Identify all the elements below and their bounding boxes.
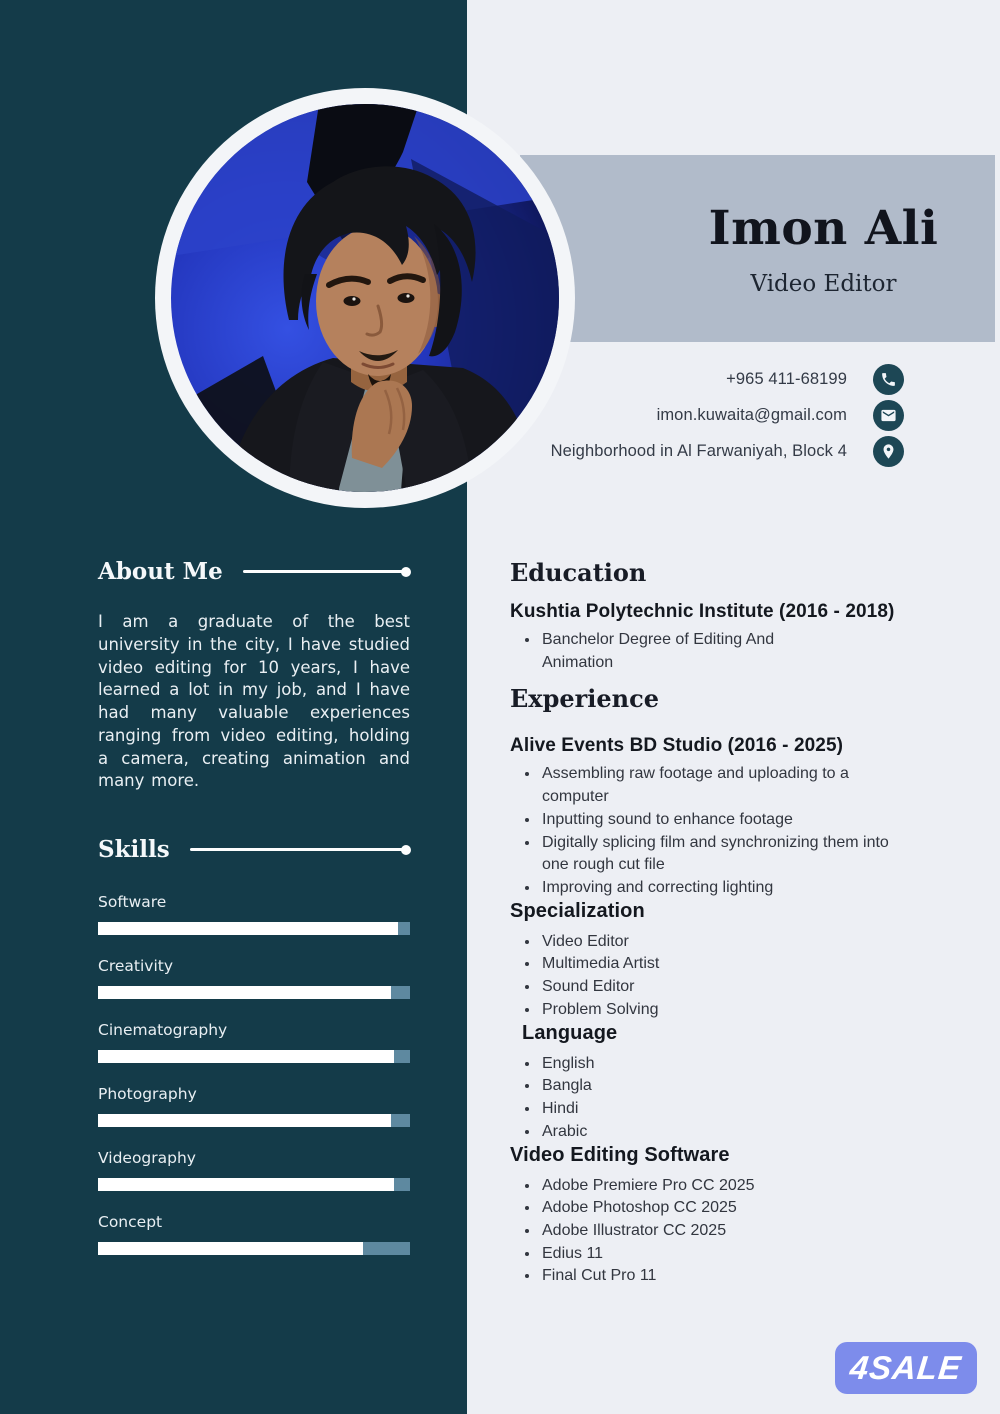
person-name: Imon Ali bbox=[708, 201, 939, 257]
contact-email-row bbox=[480, 397, 904, 433]
skill-item bbox=[98, 957, 410, 999]
skill-label: Software bbox=[98, 893, 167, 911]
software-item: • Adobe Photoshop CC 2025 bbox=[540, 1197, 965, 1220]
experience-bullet: • Improving and correcting lighting bbox=[540, 877, 908, 900]
skill-label: Concept bbox=[98, 1213, 163, 1231]
software-heading: Video Editing Software bbox=[510, 1143, 730, 1166]
language-list bbox=[510, 1053, 965, 1144]
experience-heading: Experience bbox=[510, 684, 660, 714]
language-item: • Hindi bbox=[540, 1098, 965, 1121]
software-item: • Edius 11 bbox=[540, 1243, 965, 1266]
phone-number: +965 411-68199 bbox=[726, 369, 847, 388]
skill-bar-fill bbox=[98, 1050, 394, 1063]
phone-icon bbox=[873, 364, 904, 395]
skill-bar-fill bbox=[98, 1178, 394, 1191]
education-bullet: • Banchelor Degree of Editing And Animation bbox=[540, 629, 790, 674]
skill-list bbox=[98, 893, 410, 1255]
software-list bbox=[510, 1175, 965, 1289]
name-banner bbox=[520, 155, 995, 342]
language-heading: Language bbox=[522, 1021, 618, 1044]
experience-company: Alive Events BD Studio (2016 - 2025) bbox=[510, 735, 844, 757]
about-me-heading: About Me bbox=[98, 558, 223, 585]
contact-phone-row bbox=[480, 361, 904, 397]
education-heading: Education bbox=[510, 558, 647, 587]
specialization-item: • Video Editor bbox=[540, 931, 965, 954]
skill-label: Creativity bbox=[98, 957, 174, 975]
heading-divider-line bbox=[190, 848, 410, 852]
experience-bullet: • Inputting sound to enhance footage bbox=[540, 809, 908, 832]
education-bullet-list bbox=[510, 629, 790, 674]
main-content bbox=[510, 558, 965, 1288]
skill-bar-track bbox=[98, 1242, 410, 1255]
skill-bar-track bbox=[98, 1114, 410, 1127]
skill-label: Videography bbox=[98, 1149, 196, 1167]
skills-heading-row bbox=[98, 836, 410, 863]
software-item: • Adobe Illustrator CC 2025 bbox=[540, 1220, 965, 1243]
heading-divider-line bbox=[243, 570, 410, 574]
skill-bar-track bbox=[98, 1178, 410, 1191]
education-school: Kushtia Polytechnic Institute (2016 - 2018) bbox=[510, 601, 895, 622]
4sale-logo-text: 4SALE bbox=[848, 1349, 964, 1386]
skill-bar-fill bbox=[98, 922, 398, 935]
skill-bar-fill bbox=[98, 1242, 363, 1255]
skills-heading: Skills bbox=[98, 836, 170, 863]
skill-bar-track bbox=[98, 986, 410, 999]
name-banner-inner bbox=[652, 155, 995, 342]
specialization-item: • Problem Solving bbox=[540, 999, 965, 1022]
specialization-list bbox=[510, 931, 965, 1022]
4sale-logo bbox=[835, 1342, 977, 1394]
language-item: • English bbox=[540, 1053, 965, 1076]
address-text: Neighborhood in Al Farwaniyah, Block 4 bbox=[550, 441, 847, 460]
skill-bar-track bbox=[98, 922, 410, 935]
skill-item bbox=[98, 1149, 410, 1191]
person-job-title: Video Editor bbox=[750, 270, 897, 297]
specialization-item: • Sound Editor bbox=[540, 976, 965, 999]
language-item: • Arabic bbox=[540, 1121, 965, 1144]
contact-address-row bbox=[480, 433, 904, 469]
skill-item bbox=[98, 1021, 410, 1063]
about-me-paragraph: I am a graduate of the best university in the city, I have studied video editing for 10 years, I have learned a lot in my job, and I have had many valuable experiences ranging from video editing, holding a camera, creating animation and many more. bbox=[98, 612, 410, 791]
email-icon bbox=[873, 400, 904, 431]
skill-bar-fill bbox=[98, 1114, 391, 1127]
about-me-section bbox=[98, 558, 410, 810]
software-item: • Adobe Premiere Pro CC 2025 bbox=[540, 1175, 965, 1198]
language-item: • Bangla bbox=[540, 1075, 965, 1098]
contact-section bbox=[480, 361, 904, 469]
specialization-heading: Specialization bbox=[510, 899, 645, 922]
skill-bar-track bbox=[98, 1050, 410, 1063]
skill-item bbox=[98, 1213, 410, 1255]
skills-section bbox=[98, 836, 410, 1277]
skill-item bbox=[98, 893, 410, 935]
skill-bar-fill bbox=[98, 986, 391, 999]
experience-bullet: • Assembling raw footage and uploading to a computer bbox=[540, 763, 908, 808]
email-address: imon.kuwaita@gmail.com bbox=[656, 405, 847, 424]
about-me-heading-row bbox=[98, 558, 410, 585]
skill-label: Cinematography bbox=[98, 1021, 228, 1039]
specialization-item: • Multimedia Artist bbox=[540, 953, 965, 976]
experience-bullet: • Digitally splicing film and synchronizing them into one rough cut file bbox=[540, 832, 908, 877]
skill-item bbox=[98, 1085, 410, 1127]
software-item: • Final Cut Pro 11 bbox=[540, 1265, 965, 1288]
skill-label: Photography bbox=[98, 1085, 197, 1103]
experience-bullet-list bbox=[510, 763, 908, 899]
location-pin-icon bbox=[873, 436, 904, 467]
